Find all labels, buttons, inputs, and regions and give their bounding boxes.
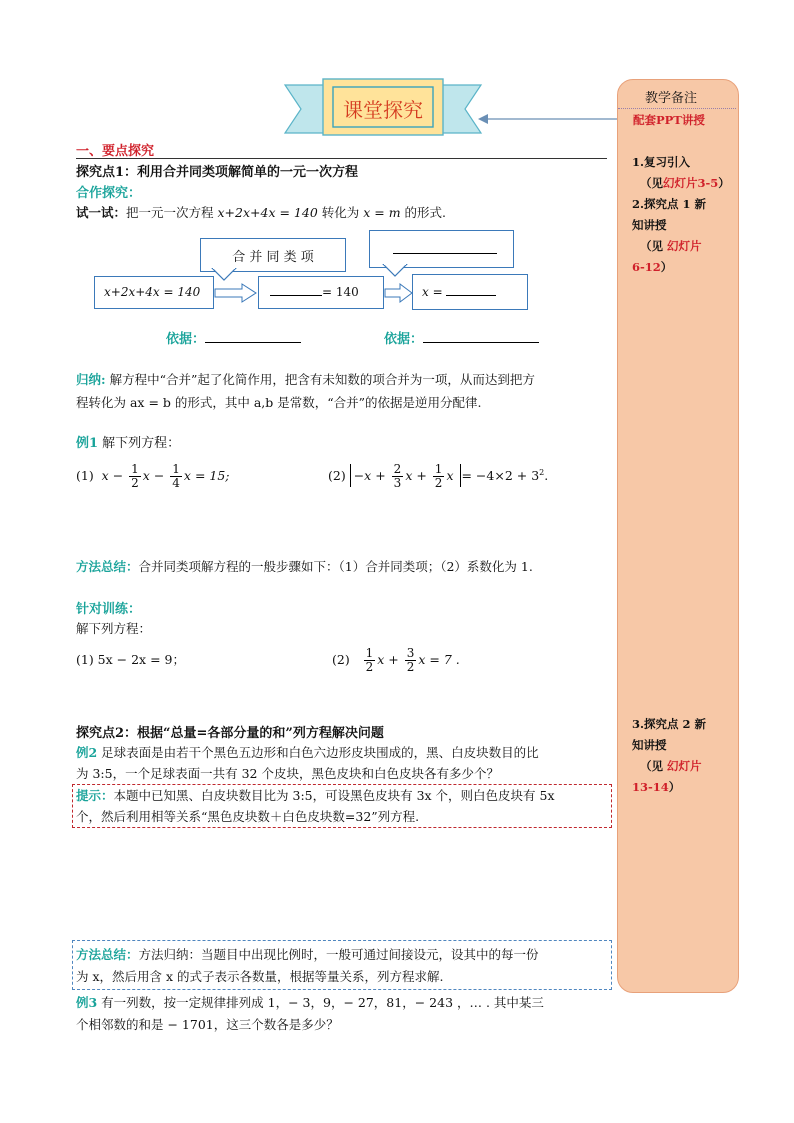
method-summary-1: 方法总结：合并同类项解方程的一般步骤如下：（1）合并同类项；（2）系数化为 1.: [76, 559, 533, 574]
equation-a: x+2x+4x = 140: [104, 285, 201, 299]
summary-1: 归纳: 解方程中“合并”起了化简作用，把含有未知数的项合并为一项，从而达到把方 程转化为 ax = b 的形式，其中 a,b 是常数，“合并”的依据是逆用分配律.: [76, 372, 535, 410]
example-1-problem-1: (1) x − $\frac{1}{2}$ x − $\frac{1}{4}$ x = 15;: [76, 462, 230, 490]
example-1-title: 例1 解下列方程：: [76, 436, 181, 451]
hint-text: 提示：本题中已知黑、白皮块数目比为 3:5，可设黑色皮块有 3x 个，则白色皮块有 5x 个，然后利用相等关系“黑色皮块数＋白色皮块数=32”列方程.: [76, 788, 555, 824]
method-summary-2: 方法总结：方法归纳：当题目中出现比例时，一般可通过间接设元，设其中的每一份 为 x，然后用含 x 的式子表示各数量，根据等量关系，列方程求解.: [76, 947, 539, 984]
training-problem-1: (1) 5x − 2x = 9；: [76, 652, 185, 667]
notes-item-2-line-4: 6-12）: [632, 260, 673, 274]
operation-label-merge: 合 并 同 类 项: [232, 250, 314, 265]
notes-item-1-line-1: 1.复习引入: [632, 155, 691, 169]
example-2: 例2 足球表面是由若干个黑色五边形和白色六边形皮块围成的，黑、白皮块数目的比 为 3:5，一个足球表面一共有 32 个皮块，黑色皮块和白色皮块各有多少个？: [76, 745, 539, 781]
notes-item-2-line-3: （见 幻灯片: [640, 239, 702, 253]
notes-item-1-line-2: （见幻灯片3-5）: [640, 176, 730, 190]
equation-b: = 140: [270, 285, 359, 299]
operation-box-2: [369, 230, 514, 268]
basis-1: 依据：: [166, 328, 301, 347]
notes-item-3-line-4: 13-14）: [632, 780, 681, 794]
section-heading: 一、要点探究: [76, 144, 155, 159]
example-1-problem-2: (2) −x + $\frac{2}{3}$ x + $\frac{1}{2}$ $x = -4\times 2 + 3^2$.: [328, 462, 549, 490]
notes-item-3-line-1: 3.探究点 2 新: [632, 717, 707, 731]
equation-c: x =: [422, 285, 496, 299]
training-problem-2: (2) $\frac{1}{2}$ x + $\frac{3}{2}$ x = 7 .: [332, 646, 460, 674]
basis-2: 依据：: [384, 328, 539, 347]
point1-title: 探究点1：利用合并同类项解简单的一元一次方程: [76, 165, 359, 180]
operation-blank-2: [393, 253, 497, 254]
notes-item-1: [632, 152, 732, 278]
notes-item-3-line-2: 知讲授: [632, 738, 667, 752]
notes-item-3: [632, 714, 732, 798]
banner-title: 课堂探究: [343, 98, 423, 122]
point2-title: 探究点2：根据“总量=各部分量的和”列方程解决问题: [76, 726, 384, 741]
notes-item-3-line-3: （见 幻灯片: [640, 759, 702, 773]
flow-arrow-1: [214, 283, 258, 303]
merge-callout-pointer: [210, 268, 250, 282]
example-3: 例3 有一列数，按一定规律排列成 1，− 3，9，− 27，81，− 243 ，… . 其中某三 个相邻数的和是 − 1701，这三个数各是多少？: [76, 995, 544, 1032]
section-heading-rule: [76, 158, 607, 159]
notes-item-2-line-2: 知讲授: [632, 218, 667, 232]
training-intro: 解下列方程：: [76, 621, 152, 636]
banner-arrow: [476, 111, 624, 127]
try-line: 试一试：把一元一次方程 x+2x+4x = 140 转化为 x = m 的形式.: [76, 205, 447, 220]
training-label: 针对训练：: [76, 602, 142, 617]
notes-subtitle: 配套PPT讲授: [633, 113, 705, 127]
coop-label: 合作探究：: [76, 186, 142, 201]
notes-item-2-line-1: 2.探究点 1 新: [632, 197, 707, 211]
notes-title: 教学备注: [645, 91, 698, 106]
